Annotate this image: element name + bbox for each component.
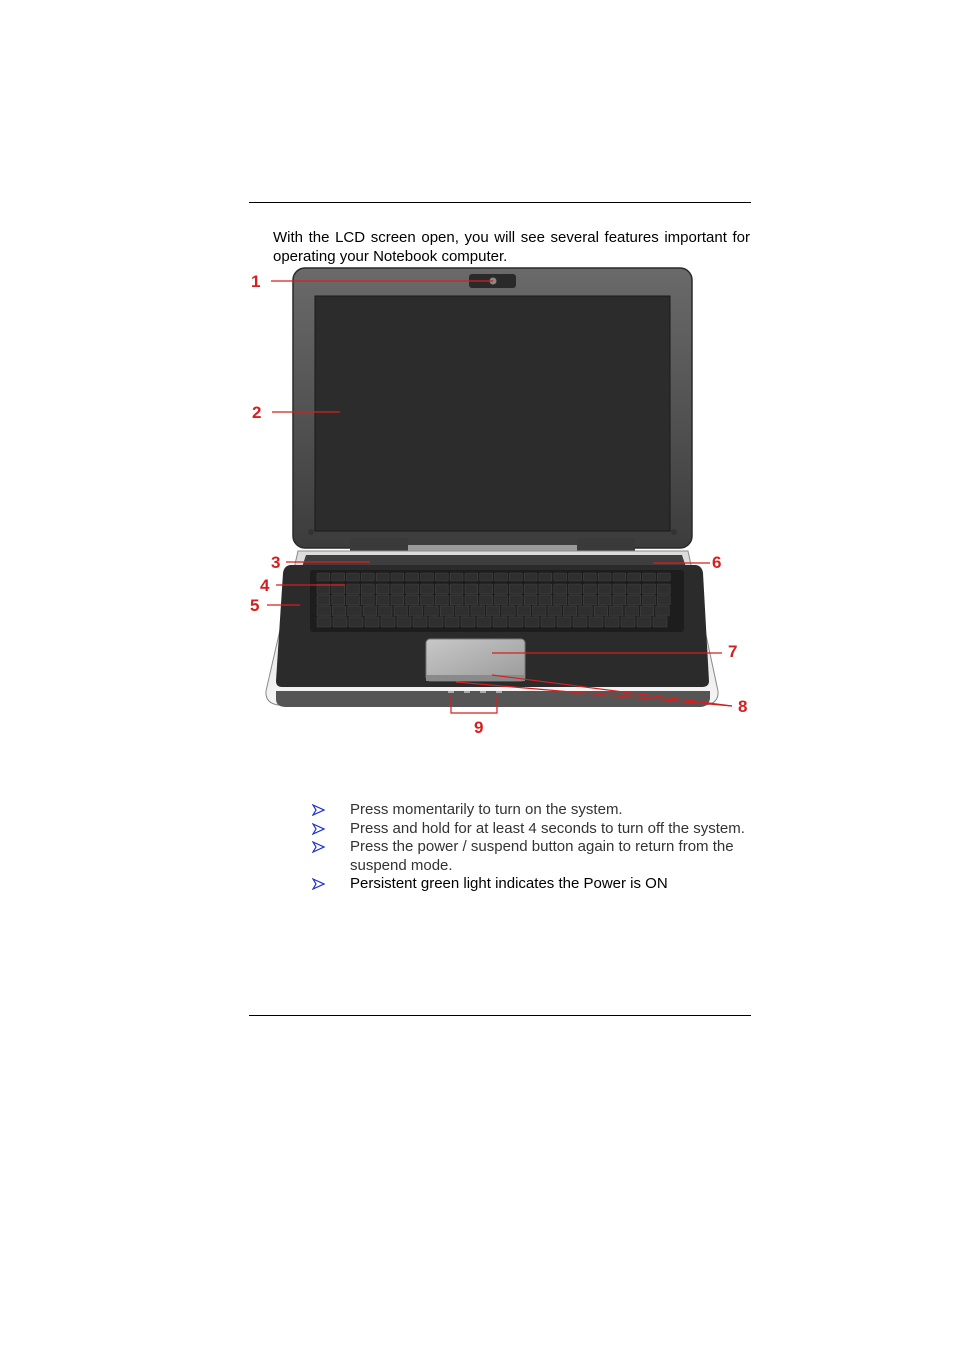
key — [349, 617, 363, 627]
key — [517, 606, 530, 616]
key — [548, 606, 561, 616]
keyboard — [316, 573, 678, 627]
callout-8: 8 — [738, 697, 748, 716]
key — [317, 595, 330, 605]
key — [533, 606, 546, 616]
key — [347, 595, 360, 605]
key — [379, 606, 392, 616]
key — [406, 573, 419, 581]
key — [435, 595, 448, 605]
key — [486, 606, 499, 616]
key — [421, 573, 434, 581]
key — [317, 606, 330, 616]
key — [509, 595, 522, 605]
key — [456, 606, 469, 616]
key — [429, 617, 443, 627]
lcd-screen — [315, 296, 670, 531]
callout-3: 3 — [271, 553, 281, 572]
key — [640, 606, 653, 616]
key — [509, 573, 522, 581]
key — [554, 595, 567, 605]
callout-1: 1 — [251, 272, 261, 291]
intro-paragraph: With the LCD screen open, you will see several features important for operating your Notebook computer. — [273, 229, 750, 265]
key — [628, 573, 641, 581]
key — [332, 606, 345, 616]
callout-6: 6 — [712, 553, 722, 572]
key — [643, 584, 656, 594]
callout-4: 4 — [260, 576, 270, 595]
key — [333, 617, 347, 627]
key — [435, 584, 448, 594]
callout-7: 7 — [728, 642, 738, 661]
key — [409, 606, 422, 616]
key — [554, 584, 567, 594]
key — [563, 606, 576, 616]
key — [480, 573, 493, 581]
key — [594, 606, 607, 616]
key — [656, 606, 669, 616]
key — [397, 617, 411, 627]
key — [361, 595, 374, 605]
arrow-bullet-icon — [312, 841, 325, 853]
callout-9: 9 — [474, 718, 484, 737]
key — [376, 573, 389, 581]
key — [583, 584, 596, 594]
key — [465, 584, 478, 594]
key — [376, 595, 389, 605]
key — [573, 617, 587, 627]
key — [610, 606, 623, 616]
key — [657, 573, 670, 581]
key — [495, 584, 508, 594]
key — [480, 584, 493, 594]
key — [406, 595, 419, 605]
key — [465, 573, 478, 581]
key — [569, 584, 582, 594]
key — [539, 573, 552, 581]
list-item: Press and hold for at least 4 seconds to turn off the system. — [312, 820, 752, 839]
key — [524, 584, 537, 594]
key — [435, 573, 448, 581]
key — [605, 617, 619, 627]
key — [583, 573, 596, 581]
key — [365, 617, 379, 627]
key — [361, 573, 374, 581]
bullet-list — [312, 801, 752, 894]
key — [495, 573, 508, 581]
key — [391, 595, 404, 605]
key — [461, 617, 475, 627]
key — [621, 617, 635, 627]
key — [363, 606, 376, 616]
key — [445, 617, 459, 627]
key — [493, 617, 507, 627]
key — [643, 573, 656, 581]
key — [391, 573, 404, 581]
key — [613, 595, 626, 605]
key — [657, 584, 670, 594]
key — [509, 617, 523, 627]
key — [541, 617, 555, 627]
list-item: Persistent green light indicates the Power is ON — [312, 875, 752, 894]
callout-5: 5 — [250, 596, 260, 615]
key — [579, 606, 592, 616]
key — [509, 584, 522, 594]
key — [332, 573, 345, 581]
key — [598, 573, 611, 581]
key — [450, 595, 463, 605]
key — [557, 617, 571, 627]
list-item: Press the power / suspend button again to return from the suspend mode. — [312, 838, 752, 875]
key — [477, 617, 491, 627]
key — [391, 584, 404, 594]
key — [628, 595, 641, 605]
key — [317, 617, 331, 627]
header-rule — [249, 202, 751, 203]
lcd-lid — [293, 268, 692, 548]
key — [583, 595, 596, 605]
key — [539, 595, 552, 605]
key — [394, 606, 407, 616]
arrow-bullet-icon — [312, 804, 325, 816]
arrow-bullet-icon — [312, 823, 325, 835]
key — [524, 573, 537, 581]
key — [653, 617, 667, 627]
key — [425, 606, 438, 616]
key — [643, 595, 656, 605]
key — [598, 584, 611, 594]
key — [440, 606, 453, 616]
key — [628, 584, 641, 594]
key — [332, 595, 345, 605]
touchpad — [426, 639, 525, 681]
key — [613, 584, 626, 594]
arrow-bullet-icon — [312, 878, 325, 890]
key — [625, 606, 638, 616]
key — [376, 584, 389, 594]
key — [348, 606, 361, 616]
key — [657, 595, 670, 605]
key — [598, 595, 611, 605]
key — [495, 595, 508, 605]
key — [450, 573, 463, 581]
key — [480, 595, 493, 605]
key — [569, 573, 582, 581]
list-item: Press momentarily to turn on the system. — [312, 801, 752, 820]
key — [525, 617, 539, 627]
key — [471, 606, 484, 616]
key — [554, 573, 567, 581]
key — [421, 595, 434, 605]
key — [347, 584, 360, 594]
key — [317, 573, 330, 581]
notebook-figure — [240, 255, 760, 745]
key — [347, 573, 360, 581]
key — [613, 573, 626, 581]
key — [569, 595, 582, 605]
key — [637, 617, 651, 627]
key — [381, 617, 395, 627]
key — [361, 584, 374, 594]
key — [589, 617, 603, 627]
footer-rule — [249, 1015, 751, 1016]
key — [524, 595, 537, 605]
key — [539, 584, 552, 594]
key — [406, 584, 419, 594]
key — [421, 584, 434, 594]
key — [450, 584, 463, 594]
key — [502, 606, 515, 616]
key — [413, 617, 427, 627]
callout-2: 2 — [252, 403, 262, 422]
key — [465, 595, 478, 605]
